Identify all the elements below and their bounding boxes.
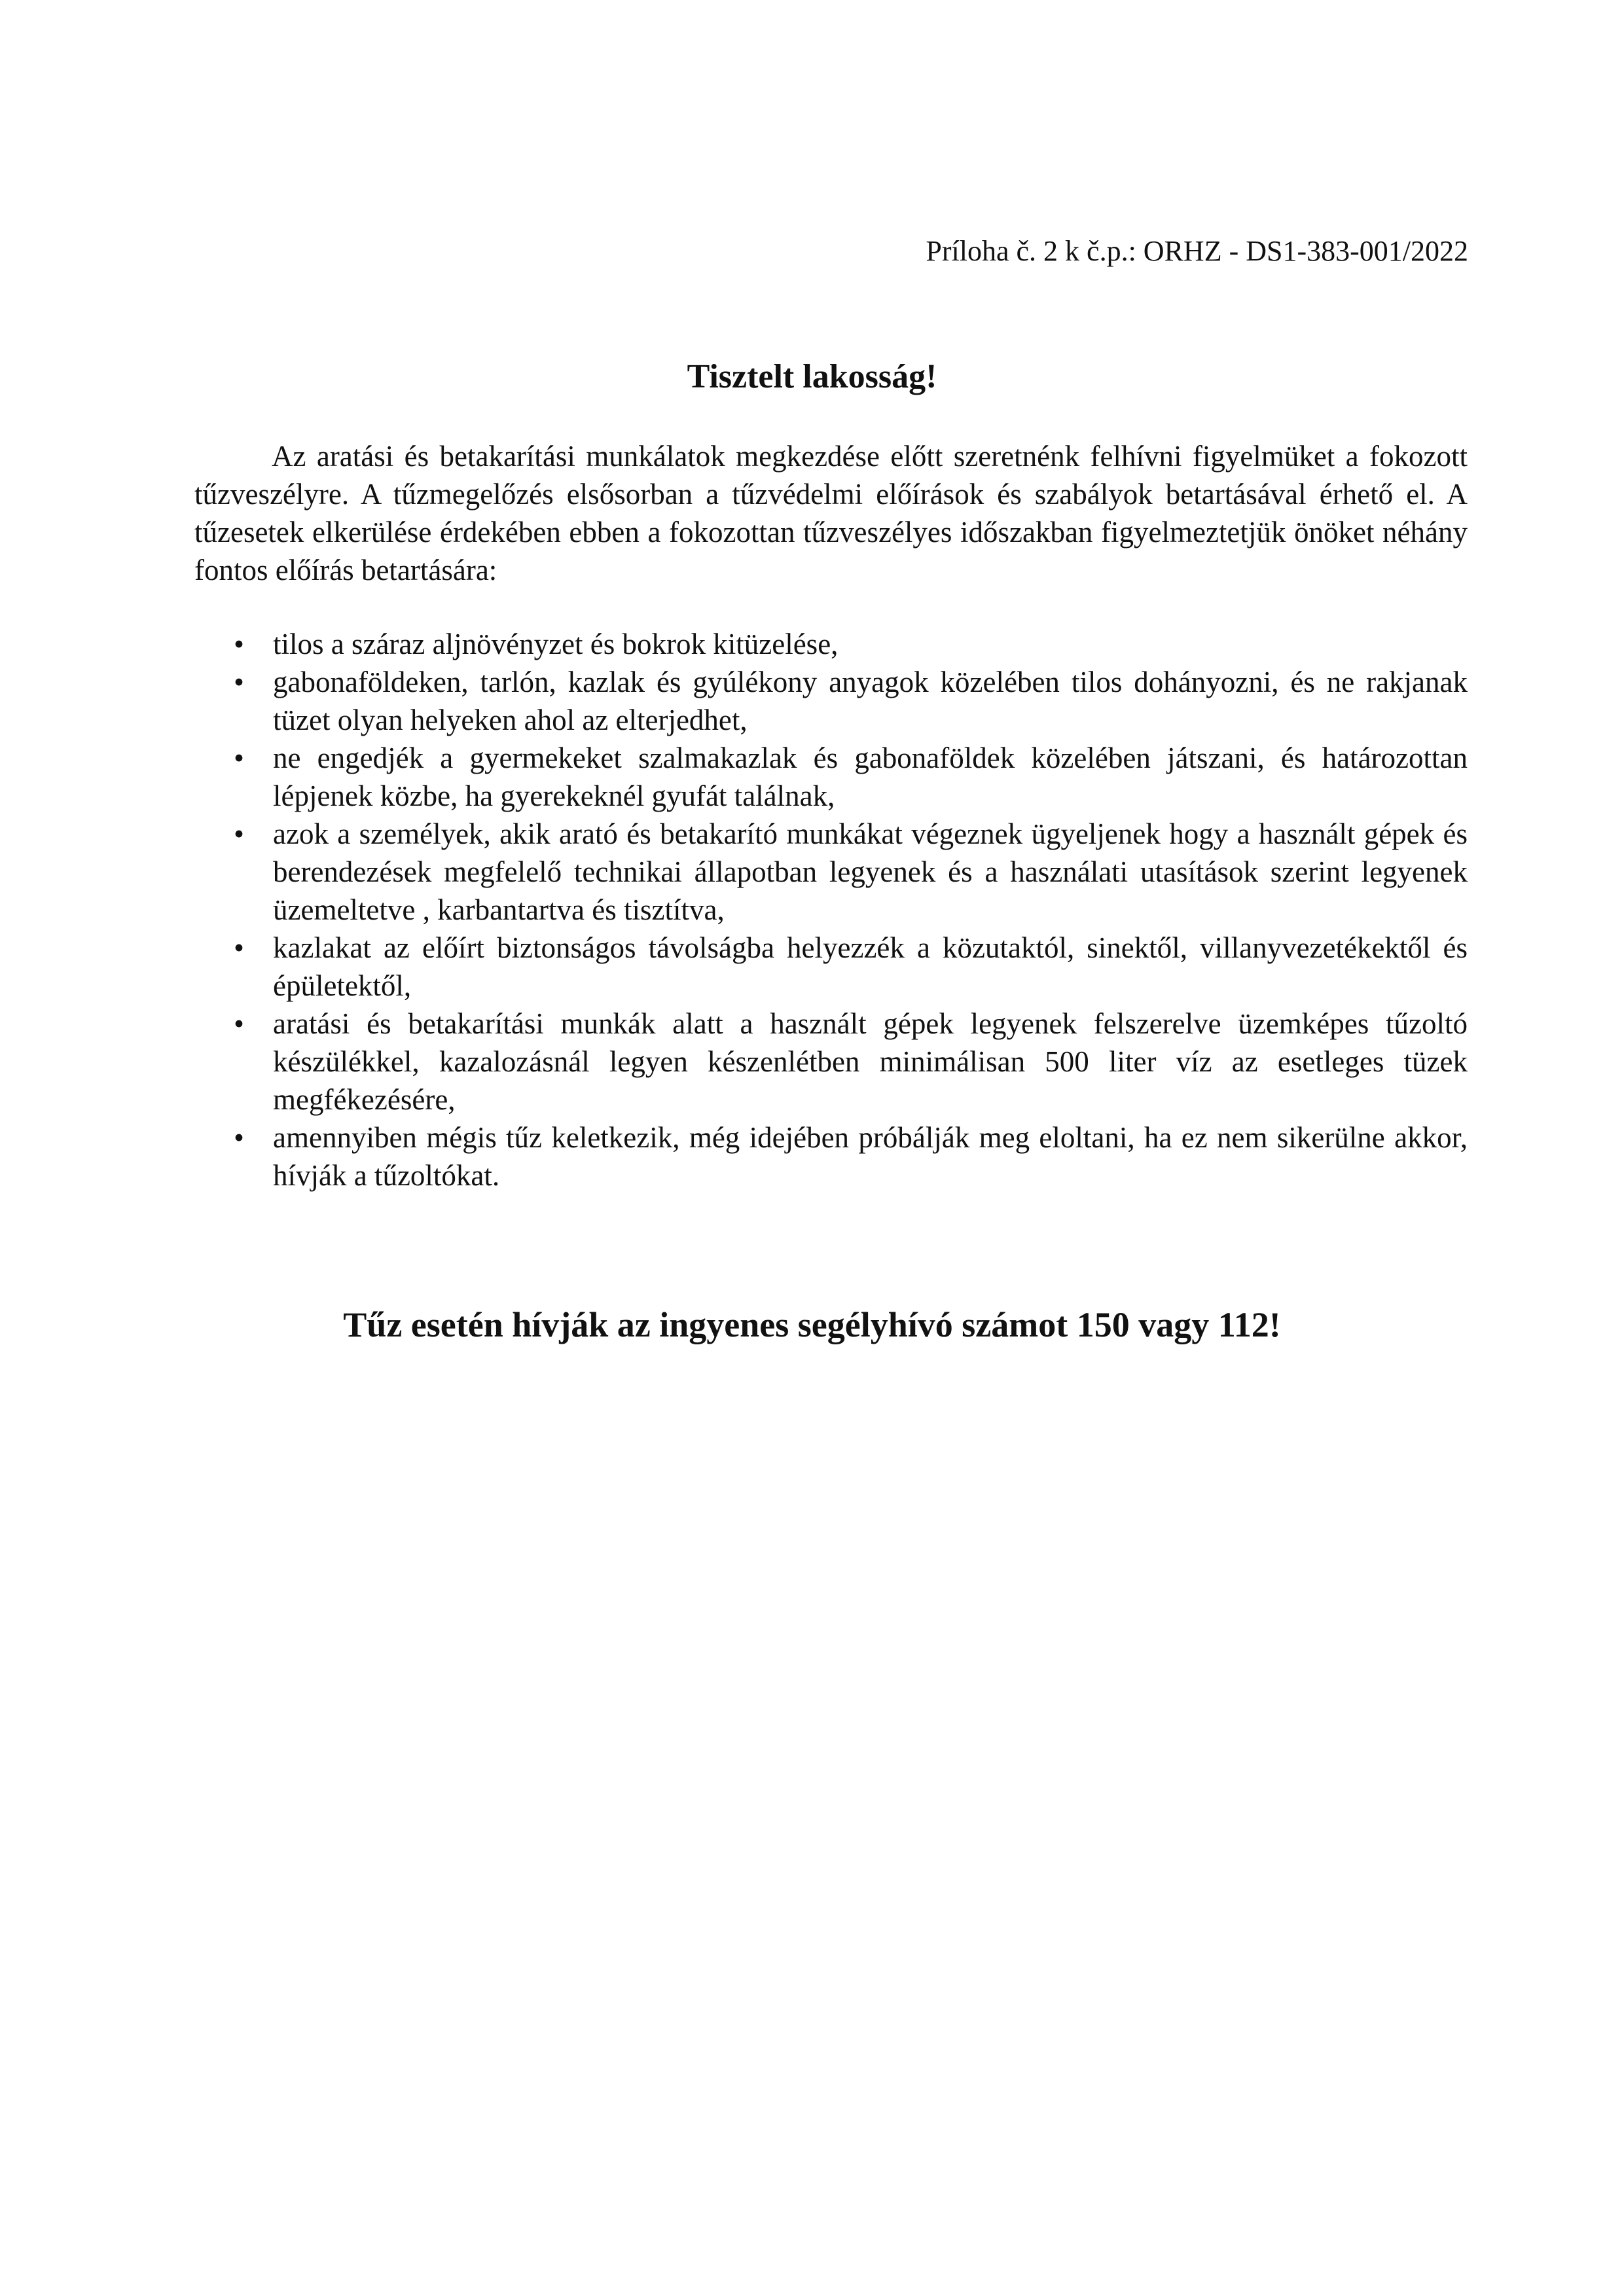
list-item — [194, 929, 1468, 1005]
list-item — [194, 663, 1468, 739]
rule-text: amennyiben mégis tűz keletkezik, még idejében próbálják meg eloltani, ha ez nem sikerülne akkor, hívják a tűzoltókat. — [273, 1121, 1468, 1192]
rule-text: azok a személyek, akik arató és betakarító munkákat végeznek ügyeljenek hogy a használt gépek és berendezések megfelelő technikai állapotban legyenek és a használati utasítások szerint legyenek üzemeltetve , karbantartva és tisztítva, — [273, 817, 1468, 926]
intro-paragraph: Az aratási és betakarítási munkálatok megkezdése előtt szeretnénk felhívni figyelmüket a fokozott tűzveszélyre. A tűzmegelőzés elsősorban a tűzvédelmi előírások és szabályok betartásával érhető el. A tűzesetek elkerülése érdekében ebben a fokozottan tűzveszélyes időszakban figyelmeztetjük önöket néhány fontos előírás betartására: — [194, 440, 1468, 586]
list-item — [194, 1005, 1468, 1119]
document-reference: Príloha č. 2 k č.p.: ORHZ - DS1-383-001/2022 — [926, 235, 1468, 267]
rule-text: aratási és betakarítási munkák alatt a használt gépek legyenek felszerelve üzemképes tűzoltó készülékkel, kazalozásnál legyen készenlétben minimálisan 500 liter víz az esetleges tüzek megfékezésére, — [273, 1007, 1468, 1116]
rules-list — [194, 625, 1468, 1194]
list-item — [194, 625, 1468, 663]
list-item — [194, 739, 1468, 815]
rule-text: kazlakat az előírt biztonságos távolságba helyezzék a közutaktól, sinektől, villanyvezetékektől és épületektől, — [273, 931, 1468, 1002]
bullet-icon: • — [234, 628, 244, 660]
bullet-icon: • — [234, 666, 244, 698]
bullet-icon: • — [234, 1121, 244, 1154]
list-item — [194, 1119, 1468, 1194]
rule-text: ne engedjék a gyermekeket szalmakazlak és gabonaföldek közelében játszani, és határozottan lépjenek közbe, ha gyerekeknél gyufát találnak, — [273, 742, 1468, 812]
bullet-icon: • — [234, 817, 244, 850]
list-item — [194, 815, 1468, 929]
bullet-icon: • — [234, 1007, 244, 1040]
rule-text: tilos a száraz aljnövényzet és bokrok kitüzelése, — [273, 628, 839, 660]
bullet-icon: • — [234, 931, 244, 964]
bullet-icon: • — [234, 742, 244, 774]
rule-text: gabonaföldeken, tarlón, kazlak és gyúlékony anyagok közelében tilos dohányozni, és ne rakjanak tüzet olyan helyeken ahol az elterjedhet, — [273, 666, 1468, 736]
page-title: Tisztelt lakosság! — [687, 358, 937, 395]
emergency-note: Tűz esetén hívják az ingyenes segélyhívó számot 150 vagy 112! — [343, 1305, 1281, 1344]
